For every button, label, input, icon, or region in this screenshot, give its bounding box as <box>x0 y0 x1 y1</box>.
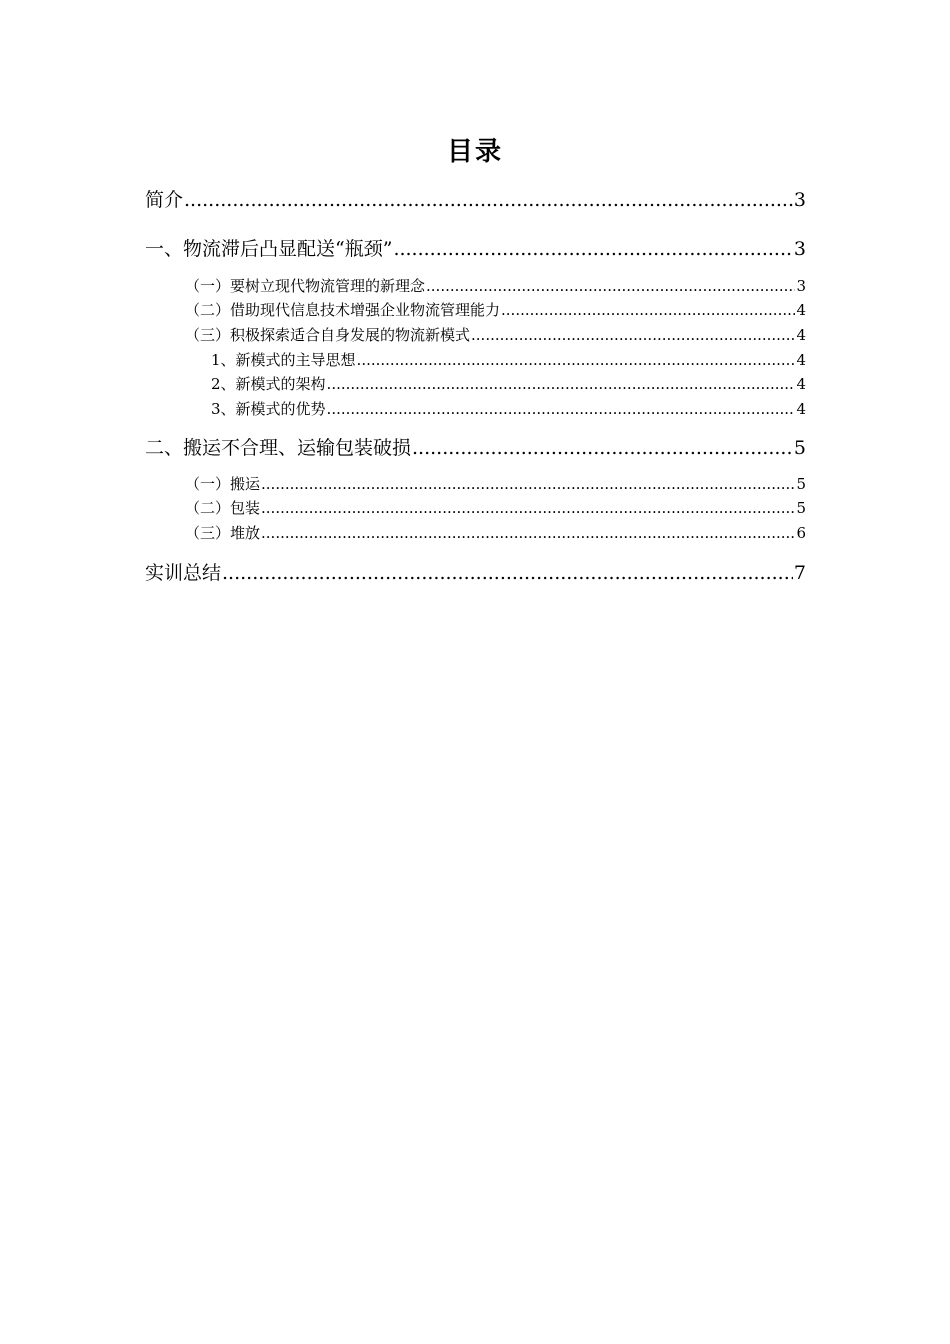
toc-leader-dots <box>327 400 796 418</box>
toc-entry-label: （二）包装 <box>185 499 261 517</box>
toc-entry[interactable] <box>145 189 806 212</box>
toc-leader-dots <box>412 437 793 460</box>
toc-entry[interactable] <box>185 499 806 517</box>
toc-entry[interactable] <box>145 238 806 261</box>
toc-page-number: 3 <box>793 238 806 260</box>
toc-title: 目录 <box>446 137 503 167</box>
toc-leader-dots <box>393 238 792 261</box>
toc-leader-dots <box>357 351 796 369</box>
toc-leader-dots <box>184 189 793 212</box>
toc-entry-label: 1、新模式的主导思想 <box>211 351 356 369</box>
toc-page-number: 5 <box>796 499 806 517</box>
toc-entry[interactable] <box>211 375 806 393</box>
toc-entry-label: （三）堆放 <box>185 524 261 542</box>
toc-entry-label: （二）借助现代信息技术增强企业物流管理能力 <box>185 301 501 319</box>
toc-entry[interactable] <box>145 562 806 585</box>
toc-leader-dots <box>501 301 795 319</box>
toc-leader-dots <box>261 475 795 493</box>
toc-entry-label: （一）要树立现代物流管理的新理念 <box>185 277 426 295</box>
toc-page-number: 4 <box>796 301 806 319</box>
toc-page-number: 5 <box>796 475 806 493</box>
toc-page-number: 4 <box>796 400 806 418</box>
toc-entry[interactable] <box>185 475 806 493</box>
toc-leader-dots <box>426 277 795 295</box>
toc-page-number: 3 <box>793 189 806 211</box>
toc-leader-dots <box>222 562 793 585</box>
toc-entry[interactable] <box>145 437 806 460</box>
toc-leader-dots <box>261 524 795 542</box>
toc-entry[interactable] <box>211 400 806 418</box>
toc-entry-label: 实训总结 <box>145 562 222 584</box>
toc-entry-label: （一）搬运 <box>185 475 261 493</box>
toc-leader-dots <box>471 326 795 344</box>
toc-entry[interactable] <box>211 351 806 369</box>
toc-entry[interactable] <box>185 326 806 344</box>
toc-entry[interactable] <box>185 301 806 319</box>
toc-page-number: 4 <box>796 326 806 344</box>
toc-page-number: 6 <box>796 524 806 542</box>
toc-entry-label: 一、物流滞后凸显配送“瓶颈” <box>145 238 393 260</box>
toc-entry[interactable] <box>185 277 806 295</box>
toc-page-number: 4 <box>796 351 806 369</box>
toc-entry-label: 简介 <box>145 189 184 211</box>
toc-entry-label: （三）积极探索适合自身发展的物流新模式 <box>185 326 471 344</box>
toc-entry[interactable] <box>185 524 806 542</box>
toc-page-number: 3 <box>796 277 806 295</box>
toc-entry-label: 3、新模式的优势 <box>211 400 326 418</box>
toc-page-number: 7 <box>793 562 806 584</box>
toc-entry-label: 2、新模式的架构 <box>211 375 326 393</box>
toc-page-number: 4 <box>796 375 806 393</box>
toc-leader-dots <box>327 375 796 393</box>
toc-entry-label: 二、搬运不合理、运输包装破损 <box>145 437 412 459</box>
toc-page-number: 5 <box>793 437 806 459</box>
toc-leader-dots <box>261 499 795 517</box>
